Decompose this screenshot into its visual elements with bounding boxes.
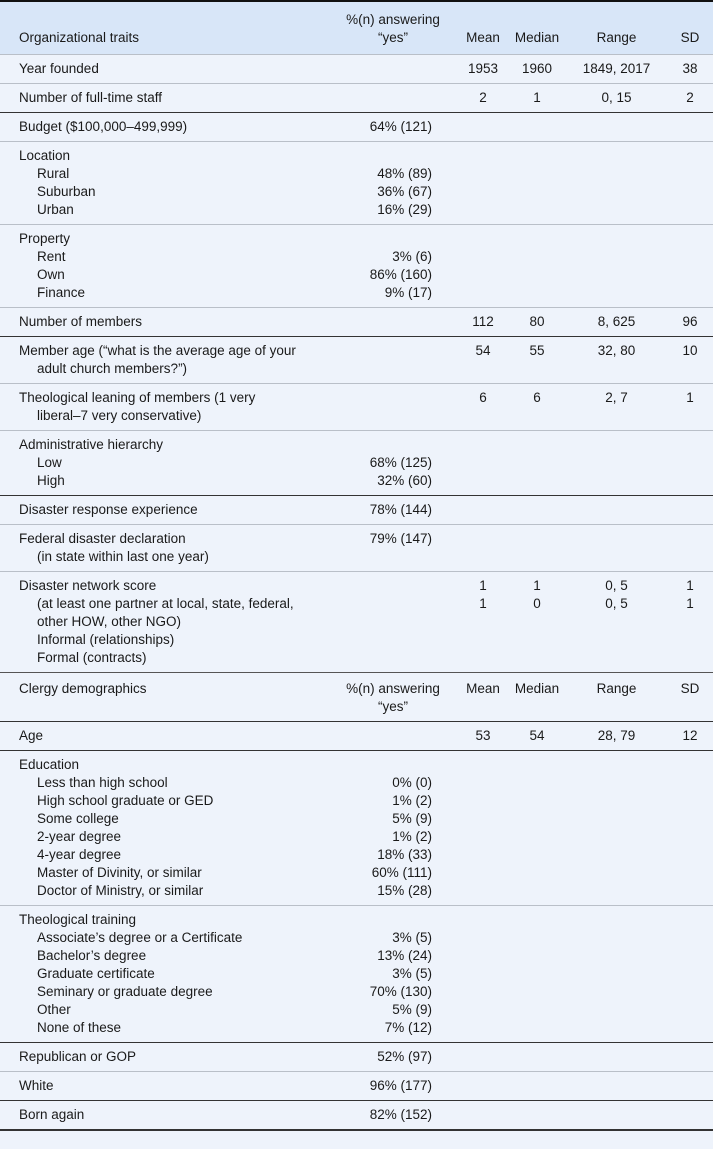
row-sd: 1 bbox=[686, 390, 694, 405]
row-pct: 18% (33) bbox=[377, 847, 432, 862]
row-pct: 7% (12) bbox=[384, 1020, 432, 1035]
row-mean: 53 bbox=[475, 728, 491, 743]
row-pct: 86% (160) bbox=[369, 267, 432, 282]
row-sd: 12 bbox=[682, 728, 698, 743]
row-median: 1 bbox=[533, 90, 541, 105]
row-median: 0 bbox=[533, 596, 541, 611]
row-median: 54 bbox=[529, 728, 545, 743]
row-label: Republican or GOP bbox=[19, 1049, 137, 1064]
table-row bbox=[0, 906, 713, 1043]
row-median: 6 bbox=[533, 390, 541, 405]
table-row bbox=[0, 337, 713, 384]
table-row bbox=[0, 572, 713, 673]
sub-label: Less than high school bbox=[37, 775, 168, 790]
row-pct: 3% (5) bbox=[392, 930, 432, 945]
header-range: Range bbox=[596, 30, 637, 45]
header-mean: Mean bbox=[466, 681, 500, 696]
sub-label: 4-year degree bbox=[37, 847, 122, 862]
header-label: Organizational traits bbox=[19, 30, 140, 45]
table-row bbox=[0, 722, 713, 751]
row-range: 32, 80 bbox=[597, 343, 636, 358]
row-pct: 16% (29) bbox=[377, 202, 432, 217]
row-pct: 5% (9) bbox=[392, 1002, 432, 1017]
header-sd: SD bbox=[680, 30, 700, 45]
row-sd: 96 bbox=[682, 314, 698, 329]
row-pct: 60% (111) bbox=[371, 865, 432, 880]
row-label-cont: (at least one partner at local, state, federal, bbox=[37, 596, 294, 611]
sub-label: Master of Divinity, or similar bbox=[37, 865, 202, 880]
sub-label: None of these bbox=[37, 1020, 122, 1035]
row-label: Age bbox=[19, 728, 44, 743]
row-label: Administrative hierarchy bbox=[19, 437, 164, 452]
row-pct: 5% (9) bbox=[392, 811, 432, 826]
row-median: 1 bbox=[533, 578, 541, 593]
row-pct: 36% (67) bbox=[377, 184, 432, 199]
sub-label: 2-year degree bbox=[37, 829, 122, 844]
row-pct: 70% (130) bbox=[369, 984, 432, 999]
sub-label: Low bbox=[37, 455, 62, 470]
row-label-cont: other HOW, other NGO) bbox=[37, 614, 182, 629]
row-mean: 2 bbox=[479, 90, 487, 105]
table-row bbox=[0, 225, 713, 308]
row-pct: 78% (144) bbox=[369, 502, 432, 517]
row-pct: 68% (125) bbox=[369, 455, 432, 470]
row-pct: 96% (177) bbox=[369, 1078, 432, 1093]
row-sd: 38 bbox=[682, 61, 698, 76]
row-mean: 1 bbox=[479, 578, 487, 593]
row-label: Budget ($100,000–499,999) bbox=[19, 119, 188, 134]
table-row bbox=[0, 142, 713, 225]
row-label: Disaster network score bbox=[19, 578, 157, 593]
row-sd: 1 bbox=[686, 596, 694, 611]
header-mean: Mean bbox=[466, 30, 500, 45]
row-range: 8, 625 bbox=[597, 314, 636, 329]
row-label-cont: (in state within last one year) bbox=[37, 549, 209, 564]
row-label: Education bbox=[19, 757, 80, 772]
row-range: 0, 5 bbox=[605, 596, 628, 611]
table-row bbox=[0, 308, 713, 337]
row-pct: 0% (0) bbox=[392, 775, 432, 790]
row-median: 1960 bbox=[521, 61, 553, 76]
row-range: 28, 79 bbox=[597, 728, 636, 743]
row-mean: 1953 bbox=[467, 61, 499, 76]
row-pct: 82% (152) bbox=[369, 1107, 432, 1122]
row-pct: 15% (28) bbox=[377, 883, 432, 898]
header-pct: %(n) answering “yes” bbox=[346, 681, 440, 714]
header-median: Median bbox=[514, 681, 560, 696]
row-label: Property bbox=[19, 231, 71, 246]
row-label-cont: liberal–7 very conservative) bbox=[37, 408, 202, 423]
sub-label: Seminary or graduate degree bbox=[37, 984, 213, 999]
row-sd: 1 bbox=[686, 578, 694, 593]
row-pct: 64% (121) bbox=[369, 119, 432, 134]
sub-label: Suburban bbox=[37, 184, 96, 199]
table-row bbox=[0, 384, 713, 431]
sub-label: Finance bbox=[37, 285, 86, 300]
row-label-cont: Informal (relationships) bbox=[37, 632, 175, 647]
row-label-cont: adult church members?”) bbox=[37, 361, 188, 376]
row-label: Theological leaning of members (1 very bbox=[19, 390, 256, 405]
row-label: White bbox=[19, 1078, 54, 1093]
row-mean: 6 bbox=[479, 390, 487, 405]
row-pct: 3% (6) bbox=[392, 249, 432, 264]
header-sd: SD bbox=[680, 681, 700, 696]
table-row bbox=[0, 1043, 713, 1072]
row-pct: 79% (147) bbox=[369, 531, 432, 546]
table-header-organizational bbox=[0, 1, 713, 55]
sub-label: Rent bbox=[37, 249, 66, 264]
row-pct: 3% (5) bbox=[392, 966, 432, 981]
header-median: Median bbox=[514, 30, 560, 45]
row-median: 80 bbox=[529, 314, 545, 329]
table-row bbox=[0, 113, 713, 142]
table-row bbox=[0, 55, 713, 84]
row-label: Year founded bbox=[19, 61, 99, 76]
table-row bbox=[0, 84, 713, 113]
header-label: Clergy demographics bbox=[19, 681, 147, 696]
table-row bbox=[0, 431, 713, 496]
sub-label: Other bbox=[37, 1002, 71, 1017]
table-row bbox=[0, 496, 713, 525]
row-mean: 1 bbox=[479, 596, 487, 611]
sub-label: High bbox=[37, 473, 65, 488]
row-label: Disaster response experience bbox=[19, 502, 198, 517]
row-label-cont: Formal (contracts) bbox=[37, 650, 147, 665]
row-pct: 48% (89) bbox=[377, 166, 432, 181]
row-mean: 112 bbox=[472, 314, 494, 329]
table-header-clergy bbox=[0, 673, 713, 722]
row-range: 0, 15 bbox=[601, 90, 632, 105]
row-pct: 1% (2) bbox=[392, 829, 432, 844]
sub-label: Bachelor’s degree bbox=[37, 948, 147, 963]
row-median: 55 bbox=[529, 343, 545, 358]
row-pct: 32% (60) bbox=[377, 473, 432, 488]
header-pct: %(n) answering “yes” bbox=[346, 12, 440, 45]
row-pct: 9% (17) bbox=[384, 285, 432, 300]
row-label: Member age (“what is the average age of your bbox=[19, 343, 296, 358]
sub-label: Own bbox=[37, 267, 65, 282]
table-row bbox=[0, 1101, 713, 1131]
table-row bbox=[0, 751, 713, 906]
row-range: 0, 5 bbox=[605, 578, 628, 593]
row-pct: 13% (24) bbox=[377, 948, 432, 963]
row-label: Federal disaster declaration bbox=[19, 531, 186, 546]
sub-label: High school graduate or GED bbox=[37, 793, 214, 808]
table-row bbox=[0, 525, 713, 572]
sub-label: Graduate certificate bbox=[37, 966, 155, 981]
row-label: Number of members bbox=[19, 314, 143, 329]
row-label: Location bbox=[19, 148, 71, 163]
row-sd: 10 bbox=[682, 343, 698, 358]
sub-label: Rural bbox=[37, 166, 70, 181]
row-sd: 2 bbox=[686, 90, 694, 105]
row-range: 2, 7 bbox=[605, 390, 628, 405]
row-pct: 1% (2) bbox=[392, 793, 432, 808]
sub-label: Associate’s degree or a Certificate bbox=[37, 930, 243, 945]
sub-label: Some college bbox=[37, 811, 119, 826]
row-label: Number of full-time staff bbox=[19, 90, 163, 105]
row-mean: 54 bbox=[475, 343, 491, 358]
sub-label: Doctor of Ministry, or similar bbox=[37, 883, 204, 898]
row-label: Born again bbox=[19, 1107, 85, 1122]
table-row bbox=[0, 1072, 713, 1101]
header-range: Range bbox=[596, 681, 637, 696]
row-label: Theological training bbox=[19, 912, 137, 927]
row-range: 1849, 2017 bbox=[582, 61, 651, 76]
sub-label: Urban bbox=[37, 202, 74, 217]
row-pct: 52% (97) bbox=[377, 1049, 432, 1064]
